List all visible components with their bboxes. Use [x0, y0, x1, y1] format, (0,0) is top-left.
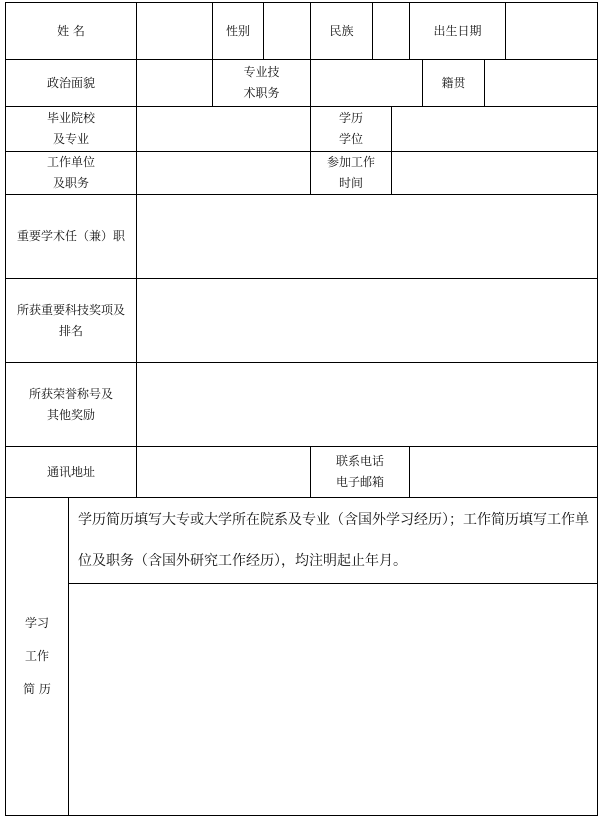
work-start-field[interactable] — [392, 152, 597, 194]
degree-label: 学历 学位 — [338, 111, 363, 146]
ethnicity-label: 民族 — [329, 23, 354, 38]
birth-date-label: 出生日期 — [433, 23, 482, 38]
honors-field[interactable] — [137, 363, 597, 446]
work-unit-label: 工作单位 及职务 — [46, 155, 95, 190]
awards-label: 所获重要科技奖项及 排名 — [16, 302, 125, 338]
ethnicity-field[interactable] — [373, 3, 409, 59]
phone-label: 联系电话 — [335, 454, 384, 468]
degree-field[interactable] — [392, 107, 597, 151]
history-instructions: 学历简历填写大专或大学所在院系及专业（含国外学习经历）；工作简历填写工作单位及职务（含国外研究工作经历），均注明起止年月。 — [78, 512, 589, 569]
name-label: 姓 名 — [57, 23, 85, 38]
academic-posts-field[interactable] — [137, 195, 597, 278]
history-field[interactable] — [69, 584, 597, 815]
work-start-label: 参加工作 时间 — [326, 155, 375, 190]
native-place-field[interactable] — [485, 60, 597, 106]
row-line-8 — [5, 497, 598, 498]
gender-label: 性别 — [225, 23, 250, 38]
work-unit-field[interactable] — [137, 152, 310, 194]
political-status-label: 政治面貌 — [46, 75, 95, 90]
honors-label: 所获荣誉称号及 其他奖励 — [28, 386, 113, 422]
contact-field[interactable] — [410, 447, 597, 497]
birth-date-field[interactable] — [506, 3, 597, 59]
gender-field[interactable] — [264, 3, 310, 59]
border-right — [597, 2, 598, 816]
email-label: 电子邮箱 — [335, 475, 384, 489]
name-field[interactable] — [137, 3, 212, 59]
history-label: 学习 工作 简 历 — [23, 616, 51, 696]
awards-field[interactable] — [137, 279, 597, 362]
professional-title-field[interactable] — [311, 60, 422, 106]
contact-label — [311, 447, 409, 497]
professional-title-label: 专业技 术职务 — [243, 65, 280, 100]
address-field[interactable] — [137, 447, 310, 497]
academic-posts-label: 重要学术任（兼）职 — [16, 229, 125, 243]
border-bottom — [5, 815, 598, 816]
school-field[interactable] — [137, 107, 310, 151]
native-place-label: 籍贯 — [441, 75, 466, 90]
school-label: 毕业院校 及专业 — [46, 111, 95, 146]
address-label: 通讯地址 — [46, 464, 95, 479]
political-status-field[interactable] — [137, 60, 212, 106]
